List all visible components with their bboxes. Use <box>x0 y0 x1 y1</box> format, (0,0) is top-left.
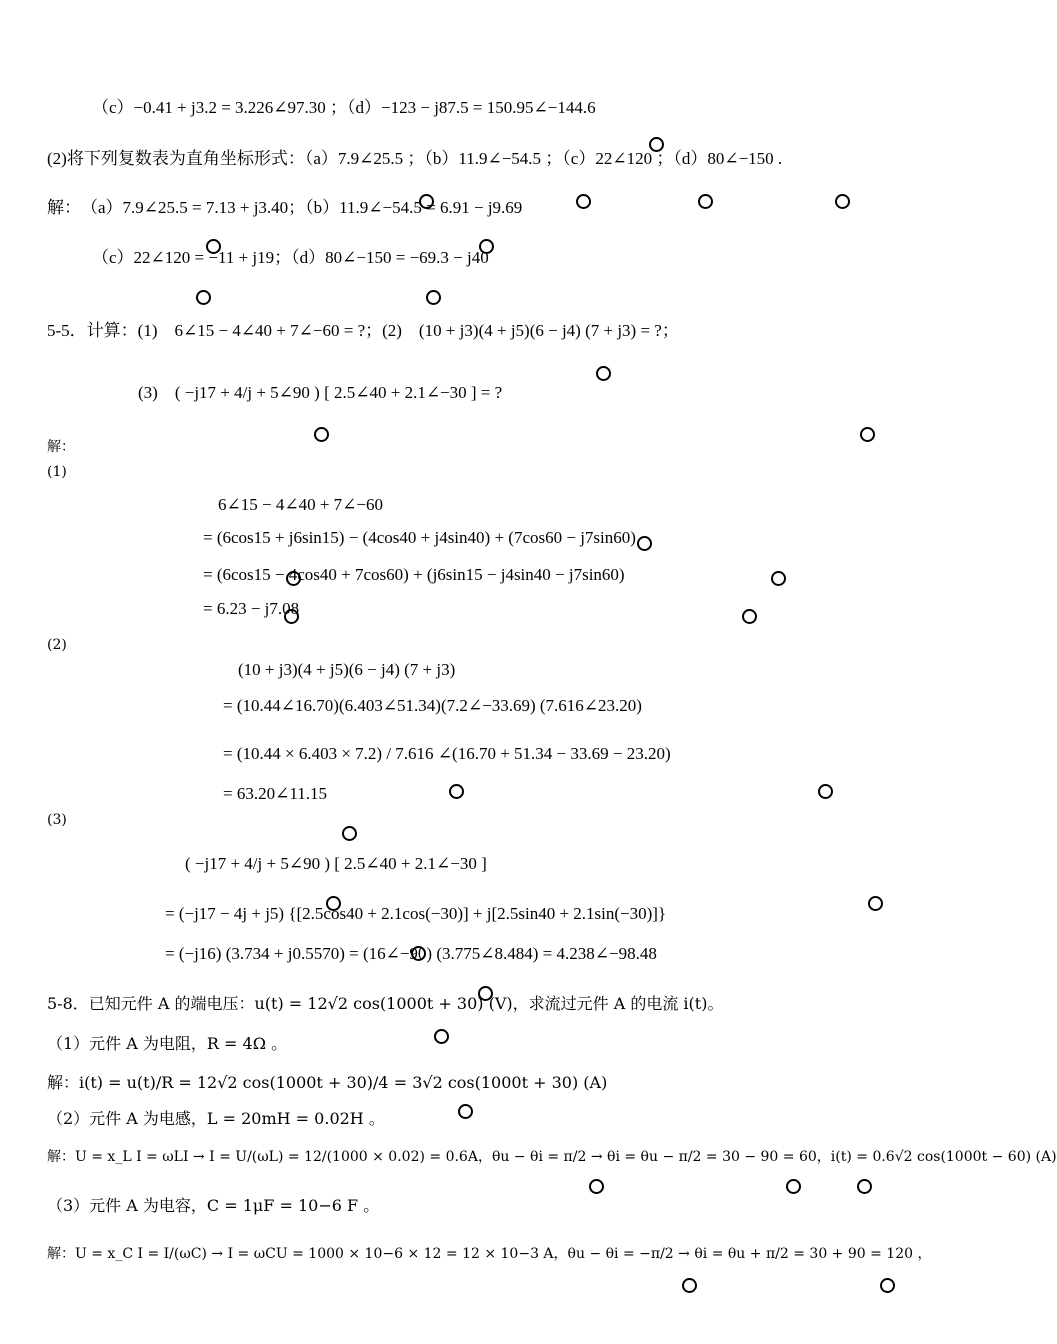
circle-mark <box>649 137 664 152</box>
circle-mark <box>742 609 757 624</box>
text-line: (3) <box>47 812 67 828</box>
circle-mark <box>326 896 341 911</box>
circle-mark <box>682 1278 697 1293</box>
text-line: = (−j16) (3.734 + j0.5570) = (16∠−90) (3.775∠8.484) = 4.238∠−98.48 <box>165 944 657 963</box>
text-line: = 6.23 − j7.08 <box>203 599 300 618</box>
text-line: 6∠15 − 4∠40 + 7∠−60 <box>218 495 383 514</box>
text-line: （1）元件 A 为电阻，R = 4Ω 。 <box>47 1034 288 1053</box>
circle-mark <box>576 194 591 209</box>
circle-mark <box>411 946 426 961</box>
circle-mark <box>818 784 833 799</box>
text-line: = (6cos15 − 4cos40 + 7cos60) + (j6sin15 − j4sin40 − j7sin60) <box>203 565 625 584</box>
text-line: (1) <box>47 464 67 480</box>
text-line: 5-8．已知元件 A 的端电压：u(t) = 12√2 cos(1000t + 30) (V)，求流过元件 A 的电流 i(t)。 <box>47 994 724 1013</box>
circle-mark <box>868 896 883 911</box>
circle-mark <box>426 290 441 305</box>
circle-mark <box>284 609 299 624</box>
circle-mark <box>786 1179 801 1194</box>
text-line: 解：i(t) = u(t)/R = 12√2 cos(1000t + 30)/4 = 3√2 cos(1000t + 30) (A) <box>47 1073 608 1092</box>
circle-mark <box>196 290 211 305</box>
circle-mark <box>478 986 493 1001</box>
circle-mark <box>449 784 464 799</box>
text-line: = 63.20∠11.15 <box>223 784 327 803</box>
circle-mark <box>860 427 875 442</box>
text-line: = (6cos15 + j6sin15) − (4cos40 + j4sin40) + (7cos60 − j7sin60) <box>203 528 636 547</box>
text-line: = (10.44∠16.70)(6.403∠51.34)(7.2∠−33.69) (7.616∠23.20) <box>223 696 642 715</box>
text-line: ( −j17 + 4/j + 5∠90 ) [ 2.5∠40 + 2.1∠−30 ] <box>185 854 487 873</box>
text-line: （2）元件 A 为电感，L = 20mH = 0.02H 。 <box>47 1109 385 1128</box>
text-line: 解：U = x_C I = I/(ωC) → I = ωCU = 1000 × 10−6 × 12 = 12 × 10−3 A，θu − θi = −π/2 → θi = θu + π/2 = 30 + 90 = 120 ， <box>47 1246 932 1262</box>
text-line: （3）元件 A 为电容，C = 1μF = 10−6 F 。 <box>47 1196 380 1215</box>
circle-mark <box>419 194 434 209</box>
text-line: 解：U = x_L I = ωLI → I = U/(ωL) = 12/(1000 × 0.02) = 0.6A，θu − θi = π/2 → θi = θu − π/2 = 30 − 90 = 60，i(t) = 0.6√2 cos(1000t − 60) (A) <box>47 1149 1057 1165</box>
text-line: 解： <box>47 439 75 455</box>
text-line: (10 + j3)(4 + j5)(6 − j4) (7 + j3) <box>238 660 456 679</box>
text-line: = (10.44 × 6.403 × 7.2) / 7.616 ∠(16.70 + 51.34 − 33.69 − 23.20) <box>223 744 671 763</box>
text-line: = (−j17 − 4j + j5) {[2.5cos40 + 2.1cos(−30)] + j[2.5sin40 + 2.1sin(−30)]} <box>165 904 667 923</box>
circle-mark <box>835 194 850 209</box>
circle-mark <box>596 366 611 381</box>
circle-mark <box>479 239 494 254</box>
circle-mark <box>880 1278 895 1293</box>
text-line: (2)将下列复数表为直角坐标形式：（a）7.9∠25.5 ；（b）11.9∠−54.5 ；（c）22∠120 ；（d）80∠−150 . <box>47 149 783 168</box>
circle-mark <box>637 536 652 551</box>
circle-mark <box>857 1179 872 1194</box>
circle-mark <box>771 571 786 586</box>
circle-mark <box>458 1104 473 1119</box>
text-line: （c）−0.41 + j3.2 = 3.226∠97.30 ；（d）−123 − j87.5 = 150.95∠−144.6 <box>92 98 596 117</box>
text-line: (2) <box>47 637 67 653</box>
circle-mark <box>434 1029 449 1044</box>
circle-mark <box>589 1179 604 1194</box>
circle-mark <box>286 571 301 586</box>
circle-mark <box>342 826 357 841</box>
circle-mark <box>206 239 221 254</box>
circle-mark <box>314 427 329 442</box>
text-line: （c）22∠120 = −11 + j19；（d）80∠−150 = −69.3 − j40 <box>92 248 489 267</box>
circle-mark <box>698 194 713 209</box>
text-line: (3) ( −j17 + 4/j + 5∠90 ) [ 2.5∠40 + 2.1∠−30 ] = ? <box>138 383 503 402</box>
text-line: 解： （a）7.9∠25.5 = 7.13 + j3.40；（b）11.9∠−54.5 = 6.91 − j9.69 <box>47 198 523 217</box>
text-line: 5-5．计算：(1) 6∠15 − 4∠40 + 7∠−60 = ?；(2) (10 + j3)(4 + j5)(6 − j4) (7 + j3) = ?； <box>47 321 679 340</box>
